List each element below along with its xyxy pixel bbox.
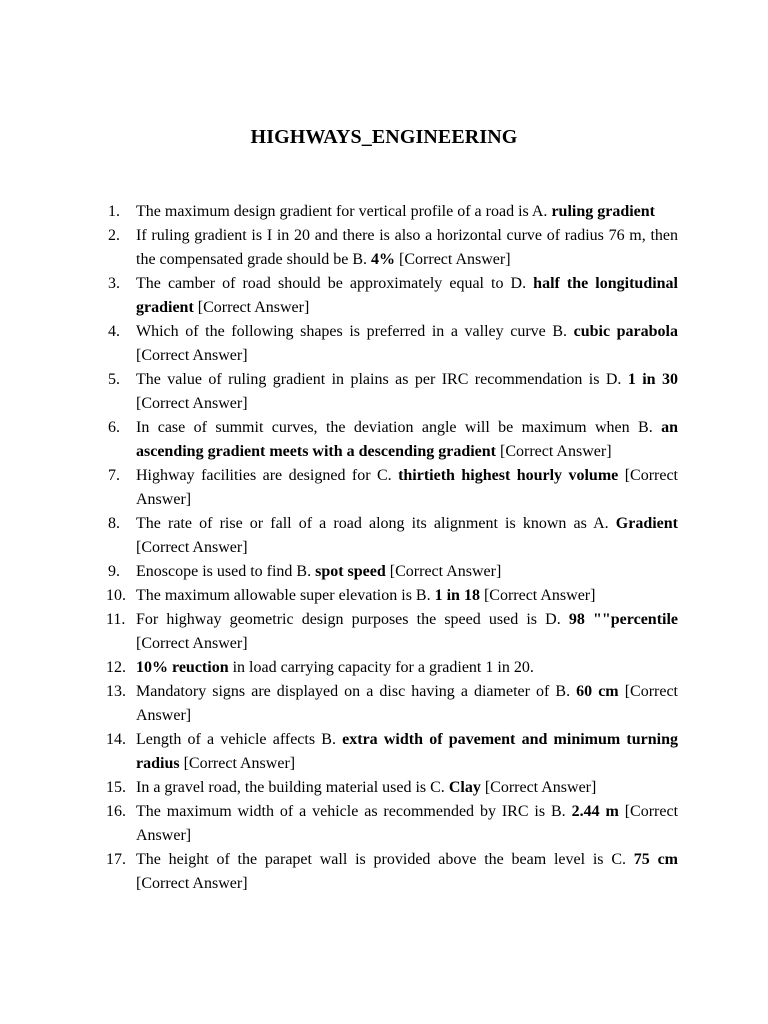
question-number: 3. bbox=[108, 275, 120, 292]
question-number: 12. bbox=[106, 659, 126, 676]
question-number: 4. bbox=[108, 323, 120, 340]
question-text: The maximum allowable super elevation is B. bbox=[136, 587, 435, 604]
question-item bbox=[108, 464, 678, 512]
answer-text: 75 cm bbox=[633, 851, 678, 868]
answer-text: Clay bbox=[448, 779, 481, 796]
question-item bbox=[108, 368, 678, 416]
answer-text: extra width of pavement and minimum turning radius bbox=[136, 731, 678, 772]
answer-note: [Correct Answer] bbox=[136, 395, 248, 412]
page-title: HIGHWAYS_ENGINEERING bbox=[250, 126, 518, 148]
question-number: 2. bbox=[108, 227, 120, 244]
answer-note: [Correct Answer] bbox=[136, 539, 248, 556]
question-number: 17. bbox=[106, 851, 126, 868]
answer-text: half the longitudinal gradient bbox=[136, 275, 678, 316]
question-text: Which of the following shapes is preferred in a valley curve B. bbox=[136, 323, 574, 340]
question-item bbox=[108, 656, 678, 680]
question-item bbox=[108, 560, 678, 584]
answer-note: [Correct Answer] bbox=[480, 779, 597, 796]
question-item bbox=[108, 224, 678, 272]
question-number: 14. bbox=[106, 731, 126, 748]
question-text: The maximum width of a vehicle as recommended by IRC is B. bbox=[136, 803, 572, 820]
answer-text: 10% reuction bbox=[136, 659, 229, 676]
question-item bbox=[108, 584, 678, 608]
answer-text: 98 ""percentile bbox=[568, 611, 679, 628]
answer-note: [Correct Answer] bbox=[479, 587, 596, 604]
answer-text: spot speed bbox=[315, 563, 386, 580]
question-number: 5. bbox=[108, 371, 120, 388]
question-item bbox=[108, 776, 678, 800]
question-text: In case of summit curves, the deviation angle will be maximum when B. bbox=[136, 419, 662, 436]
answer-note: [Correct Answer] bbox=[136, 467, 679, 508]
question-text: Enoscope is used to find B. bbox=[136, 563, 316, 580]
question-item bbox=[108, 848, 678, 896]
question-text: The rate of rise or fall of a road along its alignment is known as A. bbox=[136, 515, 616, 532]
question-item bbox=[108, 320, 678, 368]
answer-note: [Correct Answer] bbox=[193, 299, 310, 316]
question-number: 10. bbox=[106, 587, 126, 604]
answer-text: 4% bbox=[371, 251, 396, 268]
question-item bbox=[108, 272, 678, 320]
question-text: Highway facilities are designed for C. bbox=[136, 467, 399, 484]
question-text: The maximum design gradient for vertical profile of a road is A. bbox=[136, 203, 552, 220]
question-text: For highway geometric design purposes the speed used is D. bbox=[136, 611, 569, 628]
question-text: Mandatory signs are displayed on a disc having a diameter of B. bbox=[136, 683, 577, 700]
question-text: In a gravel road, the building material used is C. bbox=[136, 779, 449, 796]
question-number: 1. bbox=[108, 203, 120, 220]
question-number: 11. bbox=[106, 611, 126, 628]
answer-note: [Correct Answer] bbox=[136, 683, 679, 724]
answer-text: an ascending gradient meets with a descending gradient bbox=[136, 419, 678, 460]
question-item bbox=[108, 512, 678, 560]
question-number: 8. bbox=[108, 515, 120, 532]
answer-note: in load carrying capacity for a gradient 1 in 20. bbox=[228, 659, 534, 676]
answer-text: 2.44 m bbox=[571, 803, 619, 820]
question-text: The camber of road should be approximately equal to D. bbox=[136, 275, 534, 292]
answer-note: [Correct Answer] bbox=[136, 635, 248, 652]
answer-note: [Correct Answer] bbox=[136, 347, 248, 364]
answer-text: 1 in 18 bbox=[434, 587, 480, 604]
answer-text: 60 cm bbox=[576, 683, 619, 700]
question-number: 7. bbox=[108, 467, 120, 484]
answer-text: Gradient bbox=[615, 515, 678, 532]
answer-note: [Correct Answer] bbox=[179, 755, 296, 772]
question-number: 9. bbox=[108, 563, 120, 580]
question-item bbox=[108, 680, 678, 728]
question-number: 13. bbox=[106, 683, 126, 700]
question-item bbox=[108, 800, 678, 848]
answer-note: [Correct Answer] bbox=[136, 803, 679, 844]
question-number: 15. bbox=[106, 779, 126, 796]
question-number: 16. bbox=[106, 803, 126, 820]
question-item bbox=[108, 728, 678, 776]
answer-note: [Correct Answer] bbox=[496, 443, 612, 460]
question-text: Length of a vehicle affects B. bbox=[136, 731, 343, 748]
answer-note: [Correct Answer] bbox=[385, 563, 502, 580]
question-text: The value of ruling gradient in plains as per IRC recommendation is D. bbox=[136, 371, 628, 388]
question-text: If ruling gradient is I in 20 and there is also a horizontal curve of radius 76 m, then the compensated grade should be B. bbox=[136, 227, 678, 268]
question-item bbox=[108, 200, 678, 224]
question-item bbox=[108, 608, 678, 656]
question-list bbox=[108, 200, 678, 896]
answer-text: cubic parabola bbox=[573, 323, 679, 340]
answer-note: [Correct Answer] bbox=[395, 251, 511, 268]
question-number: 6. bbox=[108, 419, 120, 436]
answer-text: thirtieth highest hourly volume bbox=[398, 467, 619, 484]
answer-text: 1 in 30 bbox=[627, 371, 678, 388]
answer-text: ruling gradient bbox=[551, 203, 655, 220]
answer-note: [Correct Answer] bbox=[136, 875, 248, 892]
question-item bbox=[108, 416, 678, 464]
question-text: The height of the parapet wall is provided above the beam level is C. bbox=[136, 851, 634, 868]
